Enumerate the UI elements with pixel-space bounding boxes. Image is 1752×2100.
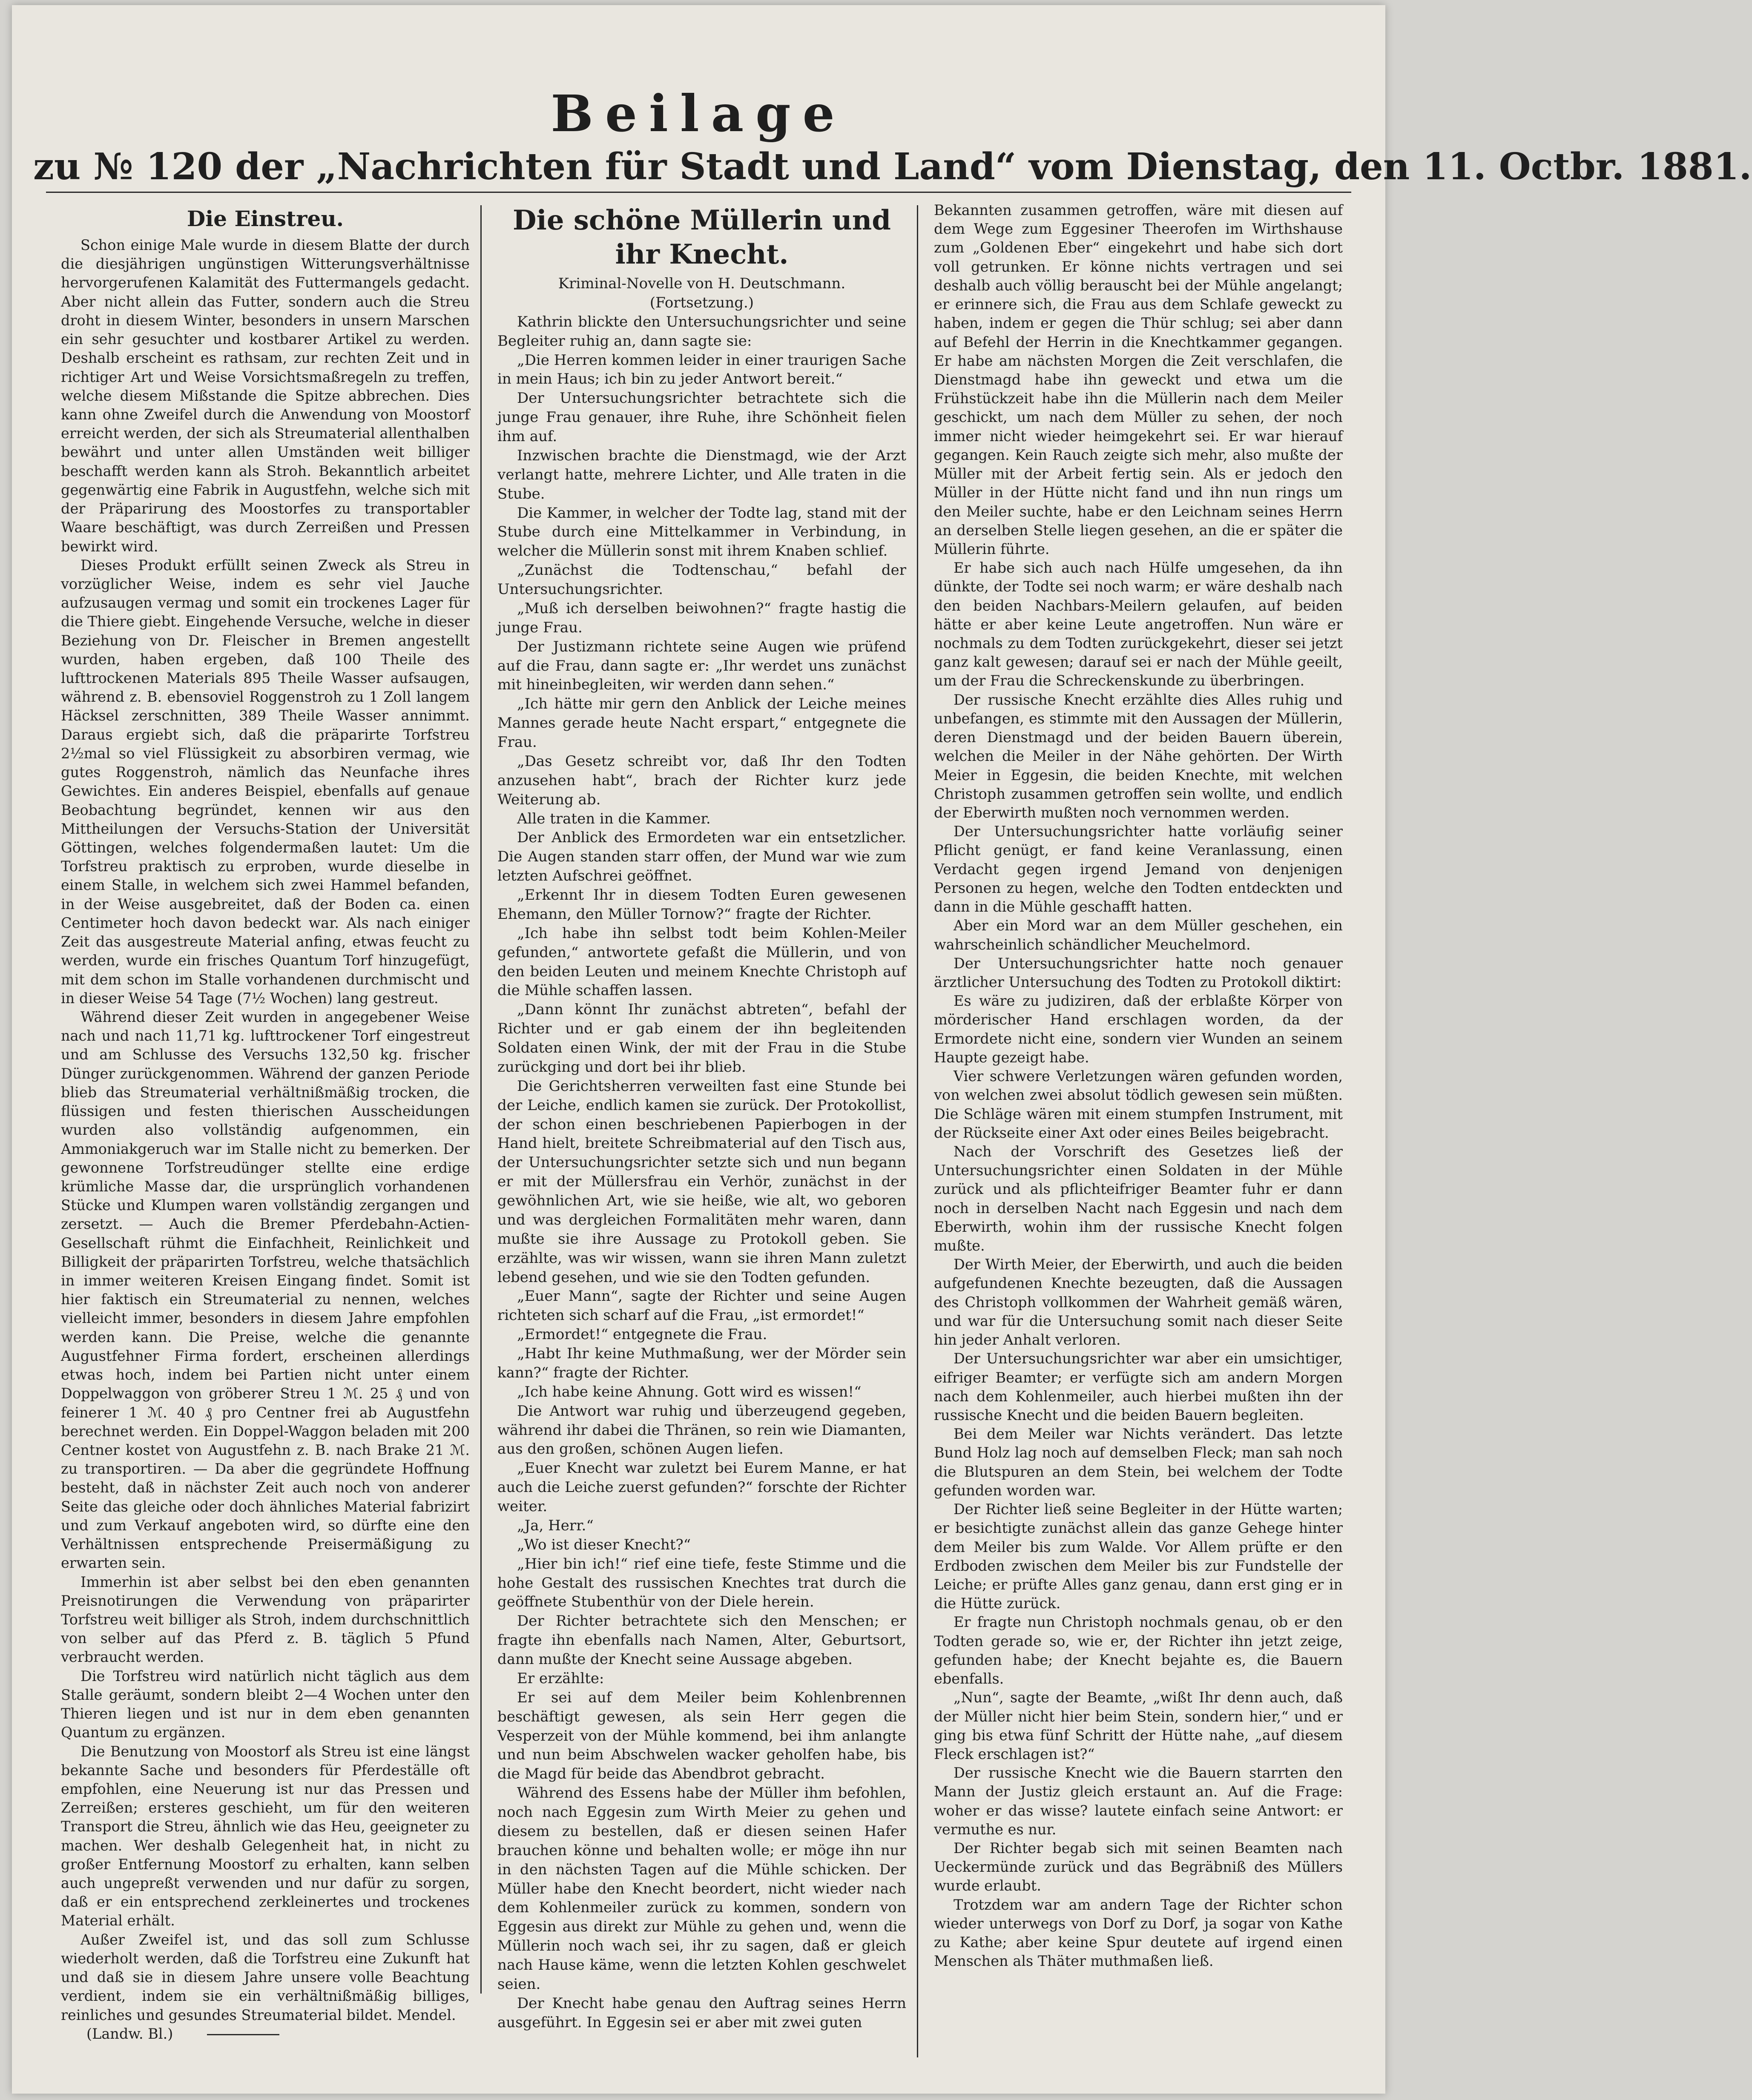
end-rule bbox=[207, 2034, 279, 2035]
paragraph: Dieses Produkt erfüllt seinen Zweck als Streu in vorzüglicher Weise, indem es sehr viel Jauche aufzusaugen vermag und somit ein trockenes Lager für die Thiere giebt. Eingehende Versuche, welche in dieser Beziehung von Dr. Fleischer in Bremen angestellt wurden, haben ergeben, daß 100 Theile des lufttrockenen Materials 895 Theile Wasser aufsaugen, während z. B. ebensoviel Roggenstroh zu 1 Zoll langem Häcksel zerschnitten, 389 Theile Wasser annimmt. Daraus ergiebt sich, daß die präparirte Torfstreu 2½mal so viel Flüssigkeit zu absorbiren vermag, wie gutes Roggenstroh, nämlich das Neunfache ihres Gewichtes. Ein anderes Beispiel, ebenfalls auf genaue Beobachtung begründet, kennen wir aus den Mittheilungen der Versuchs-Station der Universität Göttingen, welches folgendermaßen lautet: Um die Torfstreu praktisch zu erproben, wurde dieselbe in einem Stalle, in welchem sich zwei Hammel befanden, in der Weise ausgebreitet, daß der Boden ca. einen Centimeter hoch davon bedeckt war. Als nach einiger Zeit das ausgestreute Material anfing, etwas feucht zu werden, wurde ein frisches Quantum Torf hinzugefügt, mit dem schon im Stalle vorhandenen durchmischt und in dieser Weise 54 Tage (7½ Wochen) lang gestreut. bbox=[61, 557, 470, 1007]
paragraph: „Ich habe ihn selbst todt beim Kohlen-Meiler gefunden,“ antwortete gefaßt die Müllerin, und von den beiden Leuten und meinem Knechte Christoph auf die Mühle schaffen lassen. bbox=[497, 924, 906, 999]
paragraph: „Die Herren kommen leider in einer traurigen Sache in mein Haus; ich bin zu jeder Antwort bereit.“ bbox=[497, 351, 906, 388]
paragraph: „Erkennt Ihr in diesem Todten Euren gewesenen Ehemann, den Müller Tornow?“ fragte der Richter. bbox=[497, 886, 906, 923]
paragraph: „Ja, Herr.“ bbox=[517, 1517, 594, 1534]
paragraph: Der Richter betrachtete sich den Menschen; er fragte ihn ebenfalls nach Namen, Alter, Geburtsort, dann mußte der Knecht seine Aussage abgeben. bbox=[497, 1612, 906, 1668]
paragraph: „Habt Ihr keine Muthmaßung, wer der Mörder sein kann?“ fragte der Richter. bbox=[497, 1345, 906, 1381]
paragraph: Der Untersuchungsrichter hatte vorläufig seiner Pflicht genügt, er fand keine Veranlassung, einen Verdacht gegen irgend Jemand von denjenigen Personen zu hegen, welche den Todten entdeckten und dann in die Mühle geschafft hatten. bbox=[934, 823, 1343, 915]
supplement-heading: Beilage bbox=[551, 84, 847, 143]
paragraph: Inzwischen brachte die Dienstmagd, wie der Arzt verlangt hatte, mehrere Lichter, und Alle traten in die Stube. bbox=[497, 447, 906, 502]
article-title-muellerin: Die schöne Müllerin und ihr Knecht. bbox=[513, 204, 891, 270]
paragraph: Bei dem Meiler war Nichts verändert. Das letzte Bund Holz lag noch auf demselben Fleck; man sah noch die Blutspuren an dem Stein, bei welchem der Todte gefunden worden war. bbox=[934, 1426, 1343, 1499]
paragraph: „Wo ist dieser Knecht?“ bbox=[517, 1536, 691, 1553]
supplement-subheading: zu № 120 der „Nachrichten für Stadt und Land“ vom Dienstag, den 11. Octbr. 1881. bbox=[33, 145, 1752, 188]
column-divider-right bbox=[917, 205, 918, 2057]
paragraph: Kathrin blickte den Untersuchungsrichter und seine Begleiter ruhig an, dann sagte sie: bbox=[497, 313, 906, 350]
paragraph: Er fragte nun Christoph nochmals genau, ob er den Todten gerade so, wie er, der Richter ihn jetzt zeige, gefunden habe; der Knecht bejahte es, die Bauern ebenfalls. bbox=[934, 1614, 1343, 1687]
continuation-note: (Fortsetzung.) bbox=[649, 294, 754, 311]
paragraph: „Ich habe keine Ahnung. Gott wird es wissen!“ bbox=[517, 1383, 862, 1400]
paragraph: Aber ein Mord war an dem Müller geschehen, ein wahrscheinlich schändlicher Meuchelmord. bbox=[934, 917, 1343, 953]
paragraph: Alle traten in die Kammer. bbox=[517, 810, 711, 827]
column-novelle-continued bbox=[934, 201, 1343, 2045]
article-title-einstreu: Die Einstreu. bbox=[187, 206, 344, 231]
paragraph: Die Antwort war ruhig und überzeugend gegeben, während ihr dabei die Thränen, so rein wie Diamanten, aus den großen, schönen Augen liefen. bbox=[497, 1402, 906, 1458]
byline: Kriminal-Novelle von H. Deutschmann. bbox=[558, 275, 846, 292]
paragraph: Der Richter ließ seine Begleiter in der Hütte warten; er besichtigte zunächst allein das ganze Gehege hinter dem Meiler bis zum Walde. Vor Allem prüfte er den Erdboden zwischen dem Meiler bis zur Fundstelle der Leiche; er prüfte Alles ganz genau, dann erst ging er in die Hütte zurück. bbox=[934, 1501, 1343, 1612]
paragraph: Es wäre zu judiziren, daß der erblaßte Körper von mörderischer Hand erschlagen worden, da der Ermordete nicht eine, sondern vier Wunden an seinem Haupte gezeigt habe. bbox=[934, 993, 1343, 1066]
paragraph: Der Knecht habe genau den Auftrag seines Herrn ausgeführt. In Eggesin sei er aber mit zwei guten bbox=[497, 1994, 906, 2031]
paragraph: „Das Gesetz schreibt vor, daß Ihr den Todten anzusehen habt“, brach der Richter kurz jede Weiterung ab. bbox=[497, 752, 906, 808]
column-divider-left bbox=[480, 205, 482, 1994]
paragraph: Der Untersuchungsrichter betrachtete sich die junge Frau genauer, ihre Ruhe, ihre Schönheit fielen ihm auf. bbox=[497, 390, 906, 445]
paragraph: Die Kammer, in welcher der Todte lag, stand mit der Stube durch eine Mittelkammer in Verbindung, in welcher die Müllerin sonst mit ihrem Knaben schlief. bbox=[497, 504, 906, 560]
paragraph: „Euer Knecht war zuletzt bei Eurem Manne, er hat auch die Leiche zuerst gefunden?“ forschte der Richter weiter. bbox=[497, 1460, 906, 1515]
paragraph: Bekannten zusammen getroffen, wäre mit diesen auf dem Wege zum Eggesiner Theerofen im Wirthshause zum „Goldenen Eber“ eingekehrt und habe sich dort voll getrunken. Er könne nichts vertragen und sei deshalb auch völlig berauscht bei der Mühle angelangt; er erinnere sich, die Frau aus dem Schlafe geweckt zu haben, indem er gegen die Thür schlug; sei aber dann auf Befehl der Herrin in die Knechtkammer gegangen. Er habe am nächsten Morgen die Zeit verschlafen, die Dienstmagd habe ihn geweckt und etwa um die Frühstückzeit habe ihn die Müllerin nach dem Meiler geschickt, um nach dem Müller zu sehen, der noch immer nicht wieder heimgekehrt sei. Er war hierauf gegangen. Kein Rauch zeigte sich mehr, also mußte der Müller mit der Arbeit fertig sein. Als er jedoch den Müller in der Hütte nicht fand und ihn nun rings um den Meiler suchte, habe er den Leichnam seines Herrn an derselben Stelle liegen gesehen, an die er später die Müllerin führte. bbox=[934, 202, 1343, 557]
paragraph: Der Untersuchungsrichter war aber ein umsichtiger, eifriger Beamter; er verfügte sich am andern Morgen nach dem Kohlenmeiler, auch hierbei mußten ihn der russische Knecht und die beiden Bauern begleiten. bbox=[934, 1350, 1343, 1423]
paragraph: Die Benutzung von Moostorf als Streu ist eine längst bekannte Sache und besonders für Pferdeställe oft empfohlen, eine Neuerung ist nur das Pressen und Zerreißen; ersteres geschieht, um für den weiteren Transport die Streu, ähnlich wie das Heu, geeigneter zu machen. Wer deshalb Gelegenheit hat, in nicht zu großer Entfernung Moostorf zu erhalten, kann selben auch ungepreßt verwenden und nur dafür zu sorgen, daß er ein entsprechend zerkleinertes und trockenes Material erhält. bbox=[61, 1743, 470, 1929]
paragraph: Der russische Knecht wie die Bauern starrten den Mann der Justiz gleich erstaunt an. Auf die Frage: woher er das wisse? lautete einfach seine Antwort: er vermuthe es nur. bbox=[934, 1764, 1343, 1838]
paragraph: Immerhin ist aber selbst bei den eben genannten Preisnotirungen die Verwendung von präparirter Torfstreu weit billiger als Stroh, indem durchschnittlich von selber auf das Pferd z. B. täglich 5 Pfund verbraucht werden. bbox=[61, 1573, 470, 1666]
paragraph: „Muß ich derselben beiwohnen?“ fragte hastig die junge Frau. bbox=[497, 600, 906, 636]
paragraph: „Zunächst die Todtenschau,“ befahl der Untersuchungsrichter. bbox=[497, 562, 906, 598]
column-novelle bbox=[497, 201, 906, 2045]
paragraph: Während des Essens habe der Müller ihm befohlen, noch nach Eggesin zum Wirth Meier zu gehen und diesem zu bestellen, daß er diesen seinen Hafer brauchen könne und behalten wolle; er möge ihn nur in den nächsten Tagen auf die Mühle schicken. Der Müller habe den Knecht beordert, nicht wieder nach dem Kohlenmeiler zurück zu kommen, sondern von Eggesin aus direkt zur Mühle zu gehen und, wenn die Müllerin noch wach sei, ihr zu sagen, daß er gleich nach Hause käme, wenn die letzten Kohlen geschwelet seien. bbox=[497, 1784, 906, 1993]
paragraph: „Ich hätte mir gern den Anblick der Leiche meines Mannes gerade heute Nacht erspart,“ entgegnete die Frau. bbox=[497, 695, 906, 751]
paragraph: Der Richter begab sich mit seinen Beamten nach Ueckermünde zurück und das Begräbniß des Müllers wurde erlaubt. bbox=[934, 1840, 1343, 1894]
paragraph: Die Torfstreu wird natürlich nicht täglich aus dem Stalle geräumt, sondern bleibt 2—4 Wochen unter den Thieren liegen und ist nur in dem eben genannten Quantum zu ergänzen. bbox=[61, 1667, 470, 1741]
paragraph: „Hier bin ich!“ rief eine tiefe, feste Stimme und die hohe Gestalt des russischen Knechtes trat durch die geöffnete Stubenthür von der Diele herein. bbox=[497, 1555, 906, 1611]
source-line bbox=[61, 2025, 470, 2043]
header-rule bbox=[46, 192, 1351, 193]
paragraph: Der Wirth Meier, der Eberwirth, und auch die beiden aufgefundenen Knechte bezeugten, daß die Aussagen des Christoph vollkommen der Wahrheit gemäß wären, und war für die Untersuchung somit nach dieser Seite hin jeder Anhalt verloren. bbox=[934, 1256, 1343, 1348]
source-note: (Landw. Bl.) bbox=[86, 2025, 173, 2042]
paragraph: Der Anblick des Ermordeten war ein entsetzlicher. Die Augen standen starr offen, der Mund war wie zum letzten Aufschrei geöffnet. bbox=[497, 829, 906, 885]
paragraph: Er habe sich auch nach Hülfe umgesehen, da ihn dünkte, der Todte sei noch warm; er wäre deshalb nach den beiden Nachbars-Meilern gelaufen, auf beiden hätte er aber keine Leute angetroffen. Nun wäre er nochmals zu dem Todten zurückgekehrt, dieser sei jetzt ganz kalt gewesen; darauf sei er nach der Mühle geeilt, um der Frau die Schreckenskunde zu überbringen. bbox=[934, 559, 1343, 689]
column-einstreu bbox=[61, 201, 470, 2045]
newspaper-page bbox=[12, 5, 1752, 2094]
paragraph: Er sei auf dem Meiler beim Kohlenbrennen beschäftigt gewesen, als sein Herr gegen die Vesperzeit von der Mühle kommend, bei ihm anlangte und nun beim Abschwelen wacker geholfen habe, bis die Magd für beide das Abendbrot gebracht. bbox=[497, 1689, 906, 1783]
paragraph: „Dann könnt Ihr zunächst abtreten“, befahl der Richter und er gab einem der ihn begleitenden Soldaten einen Wink, der mit der Frau in die Stube zurückging und dort bei ihr blieb. bbox=[497, 1001, 906, 1076]
paragraph: Trotzdem war am andern Tage der Richter schon wieder unterwegs von Dorf zu Dorf, ja sogar von Kathe zu Kathe; aber keine Spur deutete auf irgend einen Menschen als Thäter muthmaßen ließ. bbox=[934, 1896, 1343, 1970]
paragraph: „Ermordet!“ entgegnete die Frau. bbox=[517, 1326, 767, 1343]
paragraph: Der Justizmann richtete seine Augen wie prüfend auf die Frau, dann sagte er: „Ihr werdet uns zunächst mit hineinbegleiten, wir werden dann sehen.“ bbox=[497, 638, 906, 694]
paragraph: „Euer Mann“, sagte der Richter und seine Augen richteten sich scharf auf die Frau, „ist ermordet!“ bbox=[497, 1288, 906, 1324]
paragraph: „Nun“, sagte der Beamte, „wißt Ihr denn auch, daß der Müller nicht hier beim Stein, sondern hier,“ und er ging bis etwa fünf Schritt der Hütte nahe, „auf diesem Fleck erschlagen ist?“ bbox=[934, 1689, 1343, 1762]
paragraph: Die Gerichtsherren verweilten fast eine Stunde bei der Leiche, endlich kamen sie zurück. Der Protokollist, der schon einen beschriebenen Papierbogen in der Hand hielt, breitete Schreibmaterial auf den Tisch aus, der Untersuchungsrichter setzte sich und nun begann er mit der Müllersfrau ein Verhör, zunächst in der gewöhnlichen Art, wie sie heiße, wie alt, wo geboren und was dergleichen Formalitäten mehr waren, dann mußte sie ihre Aussage zu Protokoll geben. Sie erzählte, was wir wissen, wann sie ihren Mann zuletzt lebend gesehen, und wie sie den Todten gefunden. bbox=[497, 1077, 906, 1286]
paragraph: Während dieser Zeit wurden in angegebener Weise nach und nach 11,71 kg. lufttrockener Torf eingestreut und am Schlusse des Versuchs 132,50 kg. frischer Dünger zurückgenommen. Während der ganzen Periode blieb das Streumaterial verhältnißmäßig trocken, die flüssigen und festen thierischen Ausscheidungen wurden also vollständig aufgenommen, ein Ammoniakgeruch war im Stalle nicht zu bemerken. Der gewonnene Torfstreudünger stellte eine erdige krümliche Masse dar, die ursprünglich vorhandenen Stücke und Klumpen waren vollständig zergangen und zersetzt. — Auch die Bremer Pferdebahn-Actien-Gesellschaft rühmt die Einfachheit, Reinlichkeit und Billigkeit der präparirten Torfstreu, welche thatsächlich in immer weiteren Kreisen Eingang findet. Somit ist hier faktisch ein Streumaterial zu nennen, welches vielleicht immer, besonders in diesem Jahre empfohlen werden kann. Die Preise, welche die genannte Augustfehner Firma fordert, erscheinen allerdings etwas hoch, indem bei Partien nicht unter einem Doppelwaggon von gröberer Streu 1 ℳ. 25 ₰ und von feinerer 1 ℳ. 40 ₰ pro Centner frei ab Augustfehn berechnet werden. Ein Doppel-Waggon beladen mit 200 Centner kostet von Augustfehn z. B. nach Brake 21 ℳ. zu transportiren. — Da aber die gegründete Hoffnung besteht, daß in nächster Zeit auch noch von anderer Seite das gleiche oder doch ähnliches Material fabrizirt und zum Verkauf angeboten wird, so dürfte eine den Verhältnissen entsprechende Preisermäßigung zu erwarten sein. bbox=[61, 1008, 470, 1572]
paragraph: Vier schwere Verletzungen wären gefunden worden, von welchen zwei absolut tödlich gewesen sein müßten. Die Schläge wären mit einem stumpfen Instrument, mit der Rückseite einer Axt oder eines Beiles beigebracht. bbox=[934, 1068, 1343, 1141]
paragraph: Der Untersuchungsrichter hatte noch genauer ärztlicher Untersuchung des Todten zu Protokoll diktirt: bbox=[934, 955, 1343, 990]
paragraph: Schon einige Male wurde in diesem Blatte der durch die diesjährigen ungünstigen Witterungsverhältnisse hervorgerufenen Kalamität des Futtermangels gedacht. Aber nicht allein das Futter, sondern auch die Streu droht in diesem Winter, besonders in unsern Marschen ein sehr gesuchter und kostbarer Artikel zu werden. Deshalb erscheint es rathsam, zur rechten Zeit und in richtiger Art und Weise Vorsichtsmaßregeln zu treffen, welche diesem Mißstande die Spitze abbrechen. Dies kann ohne Zweifel durch die Anwendung von Moostorf erreicht werden, der sich als Streumaterial allenthalben bewährt und unter allen Umständen weit billiger beschafft werden kann als Stroh. Bekanntlich arbeitet gegenwärtig eine Fabrik in Augustfehn, welche sich mit der Präparirung des Moostorfes zu transportabler Waare beschäftigt, was durch Zerreißen und Pressen bewirkt wird. bbox=[61, 237, 470, 555]
paragraph: Außer Zweifel ist, und das soll zum Schlusse wiederholt werden, daß die Torfstreu eine Zukunft hat und daß sie in diesem Jahre unsere volle Beachtung verdient, indem sie ein verhältnißmäßig billiges, reinliches und gesundes Streumaterial bildet. Mendel. bbox=[61, 1931, 470, 2023]
paragraph: Der russische Knecht erzählte dies Alles ruhig und unbefangen, es stimmte mit den Aussagen der Müllerin, deren Dienstmagd und der beiden Bauern überein, welchen die Meiler in der Nähe gehörten. Der Wirth Meier in Eggesin, die beiden Knechte, mit welchen Christoph zusammen getroffen sein wollte, und endlich der Eberwirth mußten noch vernommen werden. bbox=[934, 691, 1343, 821]
paragraph: Nach der Vorschrift des Gesetzes ließ der Untersuchungsrichter einen Soldaten in der Mühle zurück und als pflichteifriger Beamter fuhr er dann noch in derselben Nacht nach Eggesin und nach dem Eberwirth, wohin ihm der russische Knecht folgen mußte. bbox=[934, 1143, 1343, 1254]
paragraph: Er erzählte: bbox=[517, 1670, 604, 1687]
